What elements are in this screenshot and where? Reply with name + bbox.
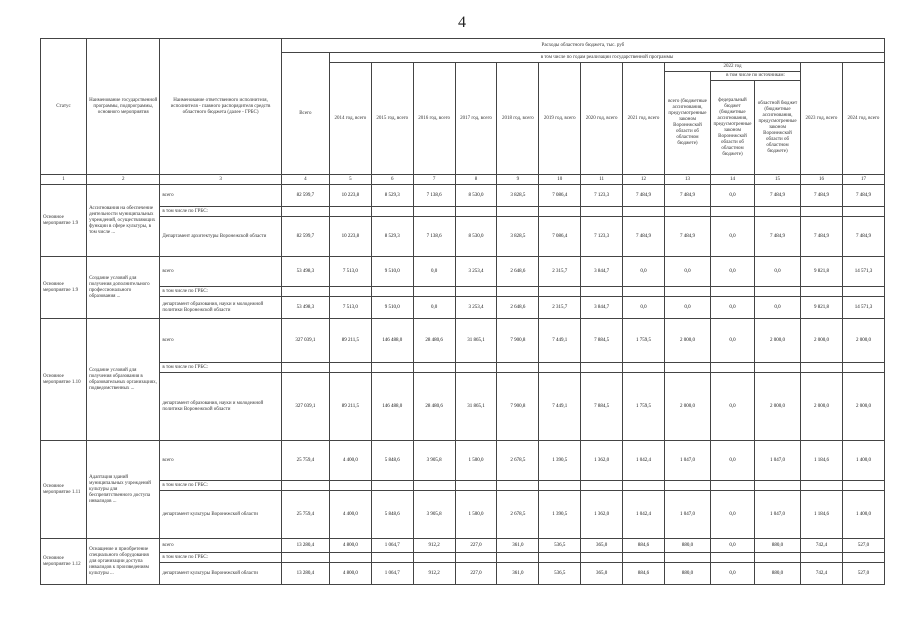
row-department: департамент культуры Воронежской области bbox=[160, 491, 281, 539]
column-number: 13 bbox=[664, 175, 710, 185]
table-body bbox=[41, 185, 885, 585]
row-program-name: Создание условий для получения образования в образовательных организациях, подведомственных ... bbox=[87, 319, 160, 441]
value-cell: 0,0 bbox=[623, 257, 665, 287]
value-cell: 53 498,3 bbox=[281, 257, 329, 287]
empty-cell bbox=[281, 553, 329, 563]
row-total-label: всего bbox=[160, 441, 281, 481]
row-program-name: Создание условий для получения дополнительного профессионального образования ... bbox=[87, 257, 160, 319]
row-grbs-label: в том числе по ГРБС: bbox=[160, 481, 281, 491]
column-number: 5 bbox=[329, 175, 371, 185]
table-row bbox=[41, 297, 885, 319]
value-cell: 7 086,4 bbox=[539, 217, 581, 257]
page-number: 4 bbox=[458, 14, 466, 31]
table-row bbox=[41, 363, 885, 373]
row-program-name: Адаптация зданий муниципальных учреждений культуры для беспрепятственного доступа инвалидов ... bbox=[87, 441, 160, 539]
value-cell: 7 138,6 bbox=[413, 185, 455, 207]
value-cell: 742,4 bbox=[801, 539, 843, 553]
value-cell: 13 280,4 bbox=[281, 563, 329, 585]
column-number: 9 bbox=[497, 175, 539, 185]
empty-cell bbox=[281, 207, 329, 217]
value-cell: 1 042,4 bbox=[623, 491, 665, 539]
row-total-label: всего bbox=[160, 319, 281, 363]
empty-cell bbox=[581, 363, 623, 373]
empty-cell bbox=[413, 207, 455, 217]
empty-cell bbox=[371, 363, 413, 373]
row-status: Основное мероприятие 1.11 bbox=[41, 441, 87, 539]
value-cell: 28 480,6 bbox=[413, 373, 455, 441]
empty-cell bbox=[801, 363, 843, 373]
value-cell: 7 513,0 bbox=[329, 297, 371, 319]
value-cell: 3 905,8 bbox=[413, 441, 455, 481]
value-cell: 2 648,6 bbox=[497, 257, 539, 287]
column-number: 3 bbox=[160, 175, 281, 185]
empty-cell bbox=[455, 553, 497, 563]
header-budget-title: Расходы областного бюджета, тыс. руб bbox=[281, 39, 884, 53]
row-department: департамент образования, науки и молодежной политики Воронежской области bbox=[160, 297, 281, 319]
empty-cell bbox=[329, 481, 371, 491]
value-cell: 9 821,8 bbox=[801, 257, 843, 287]
empty-cell bbox=[539, 481, 581, 491]
value-cell: 9 510,0 bbox=[371, 297, 413, 319]
table-row bbox=[41, 491, 885, 539]
value-cell: 3 844,7 bbox=[581, 257, 623, 287]
empty-cell bbox=[711, 363, 755, 373]
table-row bbox=[41, 319, 885, 363]
empty-cell bbox=[455, 363, 497, 373]
value-cell: 2 678,5 bbox=[497, 441, 539, 481]
value-cell: 8 529,3 bbox=[371, 185, 413, 207]
value-cell: 1 064,7 bbox=[371, 539, 413, 553]
empty-cell bbox=[623, 287, 665, 297]
value-cell: 536,5 bbox=[539, 563, 581, 585]
value-cell: 1 400,0 bbox=[842, 491, 884, 539]
header-total: Всего bbox=[281, 53, 329, 175]
empty-cell bbox=[581, 553, 623, 563]
empty-cell bbox=[413, 481, 455, 491]
header-2022-regional: областной бюджет (бюджетные ассигнования, предусмотренные законом Воронежской области об областном бюджете) bbox=[754, 81, 800, 175]
empty-cell bbox=[664, 481, 710, 491]
column-number: 2 bbox=[87, 175, 160, 185]
value-cell: 7 484,9 bbox=[754, 185, 800, 207]
value-cell: 0,0 bbox=[711, 373, 755, 441]
value-cell: 31 865,1 bbox=[455, 319, 497, 363]
empty-cell bbox=[455, 207, 497, 217]
row-grbs-label: в том числе по ГРБС: bbox=[160, 207, 281, 217]
value-cell: 146 488,0 bbox=[371, 373, 413, 441]
header-year-2023: 2023 год, всего bbox=[801, 63, 843, 175]
table-row bbox=[41, 217, 885, 257]
header-2022-federal: федеральный бюджет (бюджетные ассигнования, предусмотренные законом Воронежской области об областном бюджете) bbox=[711, 81, 755, 175]
table-row bbox=[41, 287, 885, 297]
value-cell: 0,0 bbox=[413, 297, 455, 319]
value-cell: 327 039,1 bbox=[281, 373, 329, 441]
header-year: 2015 год, всего bbox=[371, 63, 413, 175]
empty-cell bbox=[623, 363, 665, 373]
empty-cell bbox=[842, 287, 884, 297]
value-cell: 9 510,0 bbox=[371, 257, 413, 287]
value-cell: 8 530,0 bbox=[455, 185, 497, 207]
value-cell: 0,0 bbox=[754, 257, 800, 287]
value-cell: 4 400,0 bbox=[329, 441, 371, 481]
value-cell: 0,0 bbox=[711, 297, 755, 319]
empty-cell bbox=[581, 207, 623, 217]
empty-cell bbox=[371, 553, 413, 563]
value-cell: 7 123,3 bbox=[581, 217, 623, 257]
row-department: департамент культуры Воронежской области bbox=[160, 563, 281, 585]
value-cell: 8 530,0 bbox=[455, 217, 497, 257]
value-cell: 1 064,7 bbox=[371, 563, 413, 585]
value-cell: 7 900,8 bbox=[497, 373, 539, 441]
empty-cell bbox=[664, 287, 710, 297]
empty-cell bbox=[711, 481, 755, 491]
value-cell: 327 039,1 bbox=[281, 319, 329, 363]
value-cell: 1 047,0 bbox=[754, 441, 800, 481]
value-cell: 3 905,8 bbox=[413, 491, 455, 539]
value-cell: 0,0 bbox=[413, 257, 455, 287]
empty-cell bbox=[842, 553, 884, 563]
table-row bbox=[41, 185, 885, 207]
empty-cell bbox=[281, 287, 329, 297]
empty-cell bbox=[539, 363, 581, 373]
header-year: 2021 год, всего bbox=[623, 63, 665, 175]
header-incl-sources: в том числе по источникам: bbox=[711, 72, 801, 81]
empty-cell bbox=[801, 207, 843, 217]
value-cell: 361,0 bbox=[497, 563, 539, 585]
empty-cell bbox=[801, 481, 843, 491]
empty-cell bbox=[413, 287, 455, 297]
column-number: 8 bbox=[455, 175, 497, 185]
value-cell: 3 844,7 bbox=[581, 297, 623, 319]
empty-cell bbox=[623, 481, 665, 491]
value-cell: 7 884,5 bbox=[581, 373, 623, 441]
empty-cell bbox=[801, 287, 843, 297]
column-number: 1 bbox=[41, 175, 87, 185]
row-status: Основное мероприятие 1.12 bbox=[41, 539, 87, 585]
empty-cell bbox=[539, 553, 581, 563]
value-cell: 7 449,1 bbox=[539, 373, 581, 441]
value-cell: 880,0 bbox=[754, 563, 800, 585]
value-cell: 7 484,9 bbox=[623, 185, 665, 207]
header-executor: Наименование ответственного исполнителя, исполнителя - главного распорядителя средств областного бюджета (далее - ГРБС) bbox=[160, 39, 281, 175]
empty-cell bbox=[329, 363, 371, 373]
value-cell: 2 000,0 bbox=[664, 319, 710, 363]
empty-cell bbox=[371, 207, 413, 217]
value-cell: 880,0 bbox=[664, 539, 710, 553]
value-cell: 14 571,3 bbox=[842, 257, 884, 287]
header-year: 2018 год, всего bbox=[497, 63, 539, 175]
table-row bbox=[41, 373, 885, 441]
header-2022-total: всего (бюджетные ассигнования, предусмотренные законом Воронежской области об областном бюджете) bbox=[664, 72, 710, 175]
empty-cell bbox=[664, 553, 710, 563]
value-cell: 1 500,0 bbox=[455, 441, 497, 481]
value-cell: 880,0 bbox=[664, 563, 710, 585]
column-number: 15 bbox=[754, 175, 800, 185]
value-cell: 1 184,6 bbox=[801, 441, 843, 481]
value-cell: 53 498,3 bbox=[281, 297, 329, 319]
value-cell: 527,0 bbox=[842, 539, 884, 553]
column-number: 14 bbox=[711, 175, 755, 185]
value-cell: 4 800,0 bbox=[329, 563, 371, 585]
value-cell: 1 362,0 bbox=[581, 491, 623, 539]
header-year: 2020 год, всего bbox=[581, 63, 623, 175]
value-cell: 146 488,0 bbox=[371, 319, 413, 363]
value-cell: 7 484,9 bbox=[754, 217, 800, 257]
value-cell: 2 000,0 bbox=[842, 373, 884, 441]
value-cell: 227,0 bbox=[455, 539, 497, 553]
value-cell: 7 123,3 bbox=[581, 185, 623, 207]
value-cell: 7 484,9 bbox=[801, 185, 843, 207]
value-cell: 7 484,9 bbox=[664, 185, 710, 207]
header-year-2022: 2022 год bbox=[664, 63, 800, 72]
value-cell: 0,0 bbox=[711, 319, 755, 363]
value-cell: 1 400,0 bbox=[842, 441, 884, 481]
row-department: департамент образования, науки и молодежной политики Воронежской области bbox=[160, 373, 281, 441]
header-by-years: в том числе по годам реализации государственной программы bbox=[329, 53, 884, 63]
row-status: Основное мероприятие 1.9 bbox=[41, 257, 87, 319]
empty-cell bbox=[329, 553, 371, 563]
empty-cell bbox=[664, 363, 710, 373]
column-number: 4 bbox=[281, 175, 329, 185]
value-cell: 9 821,8 bbox=[801, 297, 843, 319]
value-cell: 2 315,7 bbox=[539, 257, 581, 287]
empty-cell bbox=[539, 287, 581, 297]
value-cell: 7 484,9 bbox=[842, 217, 884, 257]
value-cell: 2 000,0 bbox=[754, 319, 800, 363]
table-row bbox=[41, 441, 885, 481]
empty-cell bbox=[371, 481, 413, 491]
empty-cell bbox=[281, 481, 329, 491]
empty-cell bbox=[581, 481, 623, 491]
value-cell: 7 900,8 bbox=[497, 319, 539, 363]
empty-cell bbox=[711, 553, 755, 563]
value-cell: 1 362,0 bbox=[581, 441, 623, 481]
value-cell: 1 390,5 bbox=[539, 441, 581, 481]
value-cell: 7 138,6 bbox=[413, 217, 455, 257]
empty-cell bbox=[711, 287, 755, 297]
row-department: Департамент архитектуры Воронежской области bbox=[160, 217, 281, 257]
value-cell: 0,0 bbox=[711, 257, 755, 287]
value-cell: 1 047,0 bbox=[754, 491, 800, 539]
column-number: 7 bbox=[413, 175, 455, 185]
column-number: 11 bbox=[581, 175, 623, 185]
value-cell: 1 184,6 bbox=[801, 491, 843, 539]
row-total-label: всего bbox=[160, 185, 281, 207]
empty-cell bbox=[497, 207, 539, 217]
row-program-name: Ассигнования на обеспечение деятельности муниципальных учреждений, осуществляющих функции в сфере культуры, в том числе ... bbox=[87, 185, 160, 257]
empty-cell bbox=[711, 207, 755, 217]
empty-cell bbox=[281, 363, 329, 373]
empty-cell bbox=[754, 481, 800, 491]
header-year-2024: 2024 год, всего bbox=[842, 63, 884, 175]
row-total-label: всего bbox=[160, 257, 281, 287]
value-cell: 527,0 bbox=[842, 563, 884, 585]
value-cell: 0,0 bbox=[664, 297, 710, 319]
empty-cell bbox=[497, 553, 539, 563]
empty-cell bbox=[842, 363, 884, 373]
empty-cell bbox=[754, 553, 800, 563]
header-year: 2019 год, всего bbox=[539, 63, 581, 175]
value-cell: 7 484,9 bbox=[842, 185, 884, 207]
empty-cell bbox=[329, 207, 371, 217]
value-cell: 2 000,0 bbox=[754, 373, 800, 441]
empty-cell bbox=[497, 363, 539, 373]
row-status: Основное мероприятие 1.9 bbox=[41, 185, 87, 257]
value-cell: 3 253,4 bbox=[455, 297, 497, 319]
empty-cell bbox=[371, 287, 413, 297]
row-total-label: всего bbox=[160, 539, 281, 553]
value-cell: 365,0 bbox=[581, 539, 623, 553]
value-cell: 7 449,1 bbox=[539, 319, 581, 363]
value-cell: 25 759,4 bbox=[281, 491, 329, 539]
header-program-name: Наименование государственной программы, подпрограммы, основного мероприятия bbox=[87, 39, 160, 175]
value-cell: 14 571,3 bbox=[842, 297, 884, 319]
column-number: 6 bbox=[371, 175, 413, 185]
value-cell: 25 759,4 bbox=[281, 441, 329, 481]
table-row bbox=[41, 553, 885, 563]
empty-cell bbox=[455, 287, 497, 297]
table-row bbox=[41, 563, 885, 585]
column-number: 17 bbox=[842, 175, 884, 185]
value-cell: 227,0 bbox=[455, 563, 497, 585]
empty-cell bbox=[801, 553, 843, 563]
empty-cell bbox=[623, 207, 665, 217]
value-cell: 3 828,5 bbox=[497, 217, 539, 257]
empty-cell bbox=[664, 207, 710, 217]
value-cell: 0,0 bbox=[623, 297, 665, 319]
header-year: 2014 год, всего bbox=[329, 63, 371, 175]
value-cell: 4 400,0 bbox=[329, 491, 371, 539]
header-status: Статус bbox=[41, 39, 87, 175]
value-cell: 8 529,3 bbox=[371, 217, 413, 257]
row-grbs-label: в том числе по ГРБС: bbox=[160, 363, 281, 373]
value-cell: 365,0 bbox=[581, 563, 623, 585]
table-row bbox=[41, 481, 885, 491]
value-cell: 0,0 bbox=[664, 257, 710, 287]
table-row bbox=[41, 539, 885, 553]
empty-cell bbox=[623, 553, 665, 563]
value-cell: 7 884,5 bbox=[581, 319, 623, 363]
empty-cell bbox=[754, 287, 800, 297]
empty-cell bbox=[497, 481, 539, 491]
empty-cell bbox=[754, 207, 800, 217]
value-cell: 7 484,9 bbox=[664, 217, 710, 257]
empty-cell bbox=[581, 287, 623, 297]
value-cell: 0,0 bbox=[711, 539, 755, 553]
value-cell: 2 648,6 bbox=[497, 297, 539, 319]
empty-cell bbox=[539, 207, 581, 217]
empty-cell bbox=[842, 481, 884, 491]
value-cell: 4 800,0 bbox=[329, 539, 371, 553]
empty-cell bbox=[754, 363, 800, 373]
value-cell: 82 599,7 bbox=[281, 217, 329, 257]
column-number: 12 bbox=[623, 175, 665, 185]
table-row bbox=[41, 257, 885, 287]
value-cell: 1 042,4 bbox=[623, 441, 665, 481]
value-cell: 5 848,6 bbox=[371, 441, 413, 481]
header-year: 2016 год, всего bbox=[413, 63, 455, 175]
value-cell: 2 000,0 bbox=[801, 373, 843, 441]
row-grbs-label: в том числе по ГРБС: bbox=[160, 287, 281, 297]
value-cell: 1 390,5 bbox=[539, 491, 581, 539]
value-cell: 1 047,0 bbox=[664, 491, 710, 539]
header-year: 2017 год, всего bbox=[455, 63, 497, 175]
column-number: 10 bbox=[539, 175, 581, 185]
value-cell: 3 253,4 bbox=[455, 257, 497, 287]
value-cell: 10 223,8 bbox=[329, 217, 371, 257]
empty-cell bbox=[413, 363, 455, 373]
row-status: Основное мероприятие 1.10 bbox=[41, 319, 87, 441]
empty-cell bbox=[329, 287, 371, 297]
value-cell: 10 223,8 bbox=[329, 185, 371, 207]
value-cell: 89 211,5 bbox=[329, 319, 371, 363]
empty-cell bbox=[455, 481, 497, 491]
column-numbers-row bbox=[41, 175, 885, 185]
value-cell: 912,2 bbox=[413, 539, 455, 553]
value-cell: 3 828,5 bbox=[497, 185, 539, 207]
value-cell: 0,0 bbox=[711, 491, 755, 539]
value-cell: 0,0 bbox=[711, 441, 755, 481]
value-cell: 884,6 bbox=[623, 539, 665, 553]
value-cell: 2 000,0 bbox=[801, 319, 843, 363]
table-row bbox=[41, 207, 885, 217]
value-cell: 1 759,5 bbox=[623, 373, 665, 441]
empty-cell bbox=[842, 207, 884, 217]
value-cell: 7 484,9 bbox=[801, 217, 843, 257]
budget-table bbox=[40, 38, 885, 585]
column-number: 16 bbox=[801, 175, 843, 185]
value-cell: 0,0 bbox=[711, 217, 755, 257]
value-cell: 28 480,6 bbox=[413, 319, 455, 363]
value-cell: 884,6 bbox=[623, 563, 665, 585]
value-cell: 912,2 bbox=[413, 563, 455, 585]
value-cell: 2 000,0 bbox=[664, 373, 710, 441]
value-cell: 7 086,4 bbox=[539, 185, 581, 207]
value-cell: 880,0 bbox=[754, 539, 800, 553]
value-cell: 1 500,0 bbox=[455, 491, 497, 539]
value-cell: 31 865,1 bbox=[455, 373, 497, 441]
value-cell: 89 211,5 bbox=[329, 373, 371, 441]
value-cell: 13 280,4 bbox=[281, 539, 329, 553]
value-cell: 1 047,0 bbox=[664, 441, 710, 481]
value-cell: 1 759,5 bbox=[623, 319, 665, 363]
value-cell: 742,4 bbox=[801, 563, 843, 585]
empty-cell bbox=[497, 287, 539, 297]
value-cell: 2 315,7 bbox=[539, 297, 581, 319]
value-cell: 0,0 bbox=[711, 563, 755, 585]
value-cell: 0,0 bbox=[754, 297, 800, 319]
value-cell: 2 678,5 bbox=[497, 491, 539, 539]
value-cell: 0,0 bbox=[711, 185, 755, 207]
empty-cell bbox=[413, 553, 455, 563]
value-cell: 7 513,0 bbox=[329, 257, 371, 287]
value-cell: 361,0 bbox=[497, 539, 539, 553]
row-program-name: Оснащение и приобретение специального оборудования для организации доступа инвалидов к произведениям культуры ... bbox=[87, 539, 160, 585]
value-cell: 2 000,0 bbox=[842, 319, 884, 363]
row-grbs-label: в том числе по ГРБС: bbox=[160, 553, 281, 563]
value-cell: 82 599,7 bbox=[281, 185, 329, 207]
value-cell: 5 848,6 bbox=[371, 491, 413, 539]
value-cell: 536,5 bbox=[539, 539, 581, 553]
value-cell: 7 484,9 bbox=[623, 217, 665, 257]
